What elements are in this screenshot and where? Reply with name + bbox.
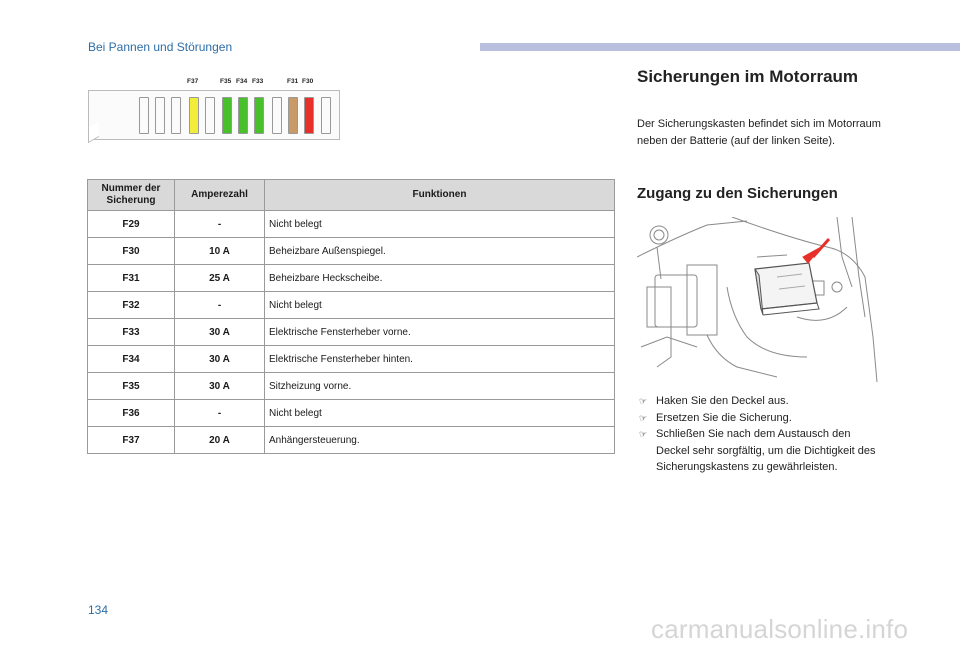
table-row xyxy=(88,373,615,400)
cell-amperage: - xyxy=(175,400,265,427)
table-row xyxy=(88,211,615,238)
table-row xyxy=(88,238,615,265)
cell-function: Anhängersteuerung. xyxy=(265,427,615,454)
cell-fuse-number: F32 xyxy=(88,292,175,319)
fuse-f37 xyxy=(189,97,199,134)
fuse-f30 xyxy=(304,97,314,134)
section-title: Sicherungen im Motorraum xyxy=(637,67,859,86)
fuse-box-notch xyxy=(88,122,99,143)
fuse-label-f30: F30 xyxy=(302,78,314,85)
fuse-slot xyxy=(272,97,282,134)
cell-fuse-number: F31 xyxy=(88,265,175,292)
cell-function: Beheizbare Heckscheibe. xyxy=(265,265,615,292)
cell-fuse-number: F34 xyxy=(88,346,175,373)
fuse-box-diagram xyxy=(88,78,348,142)
table-row xyxy=(88,292,615,319)
cell-function: Beheizbare Außenspiegel. xyxy=(265,238,615,265)
cell-function: Nicht belegt xyxy=(265,400,615,427)
chapter-bar xyxy=(480,43,960,51)
table-header-row xyxy=(88,180,615,211)
cell-amperage: 30 A xyxy=(175,346,265,373)
cell-amperage: 10 A xyxy=(175,238,265,265)
fuse-slot xyxy=(321,97,331,134)
table-row xyxy=(88,346,615,373)
cell-fuse-number: F35 xyxy=(88,373,175,400)
cell-fuse-number: F30 xyxy=(88,238,175,265)
col-header-functions: Funktionen xyxy=(265,180,615,211)
step-text: Schließen Sie nach dem Austausch den Deckel sehr sorgfältig, um die Dichtigkeit des Sicherungskastens zu gewährleisten. xyxy=(656,428,876,473)
pointing-finger-icon: ☞ xyxy=(639,396,648,406)
fuse-table xyxy=(87,179,615,454)
fuse-f35 xyxy=(222,97,232,134)
fuse-label-f34: F34 xyxy=(236,78,248,85)
fuse-box-outline xyxy=(88,90,340,140)
cell-function: Nicht belegt xyxy=(265,292,615,319)
intro-paragraph: Der Sicherungskasten befindet sich im Motorraum neben der Batterie (auf der linken Seite). xyxy=(637,118,881,147)
page-number: 134 xyxy=(88,603,109,617)
fuse-f33 xyxy=(254,97,264,134)
cell-amperage: 25 A xyxy=(175,265,265,292)
cell-fuse-number: F33 xyxy=(88,319,175,346)
cell-amperage: - xyxy=(175,292,265,319)
col-header-amperage: Amperezahl xyxy=(175,180,265,211)
cell-function: Nicht belegt xyxy=(265,211,615,238)
cell-amperage: - xyxy=(175,211,265,238)
pointing-finger-icon: ☞ xyxy=(639,429,648,439)
watermark: carmanualsonline.info xyxy=(651,614,909,644)
fuse-label-f37: F37 xyxy=(187,78,199,85)
step-text: Ersetzen Sie die Sicherung. xyxy=(656,411,792,424)
table-row xyxy=(88,265,615,292)
cell-fuse-number: F36 xyxy=(88,400,175,427)
cell-amperage: 20 A xyxy=(175,427,265,454)
cell-amperage: 30 A xyxy=(175,373,265,400)
fuse-label-f31: F31 xyxy=(287,78,299,85)
step-text: Haken Sie den Deckel aus. xyxy=(656,395,789,407)
col-header-number: Nummer der Sicherung xyxy=(88,180,175,211)
engine-bay-illustration xyxy=(637,217,881,382)
cell-amperage: 30 A xyxy=(175,319,265,346)
fuse-f34 xyxy=(238,97,248,134)
fuse-label-f35: F35 xyxy=(220,78,232,85)
cell-function: Elektrische Fensterheber hinten. xyxy=(265,346,615,373)
subsection-title: Zugang zu den Sicherungen xyxy=(637,185,838,202)
table-row xyxy=(88,427,615,454)
list-item xyxy=(637,410,887,427)
cell-fuse-number: F29 xyxy=(88,211,175,238)
cell-function: Elektrische Fensterheber vorne. xyxy=(265,319,615,346)
list-item xyxy=(637,426,887,476)
fuse-f31 xyxy=(288,97,298,134)
fuse-slot xyxy=(205,97,215,134)
list-item xyxy=(637,393,887,410)
cell-function: Sitzheizung vorne. xyxy=(265,373,615,400)
pointing-finger-icon: ☞ xyxy=(639,412,648,423)
fuse-slot xyxy=(155,97,165,134)
cell-fuse-number: F37 xyxy=(88,427,175,454)
instruction-list xyxy=(637,393,887,476)
fuse-slot xyxy=(139,97,149,134)
table-row xyxy=(88,319,615,346)
chapter-title: Bei Pannen und Störungen xyxy=(88,40,233,54)
fuse-label-f33: F33 xyxy=(252,78,264,85)
fuse-slot xyxy=(171,97,181,134)
table-row xyxy=(88,400,615,427)
